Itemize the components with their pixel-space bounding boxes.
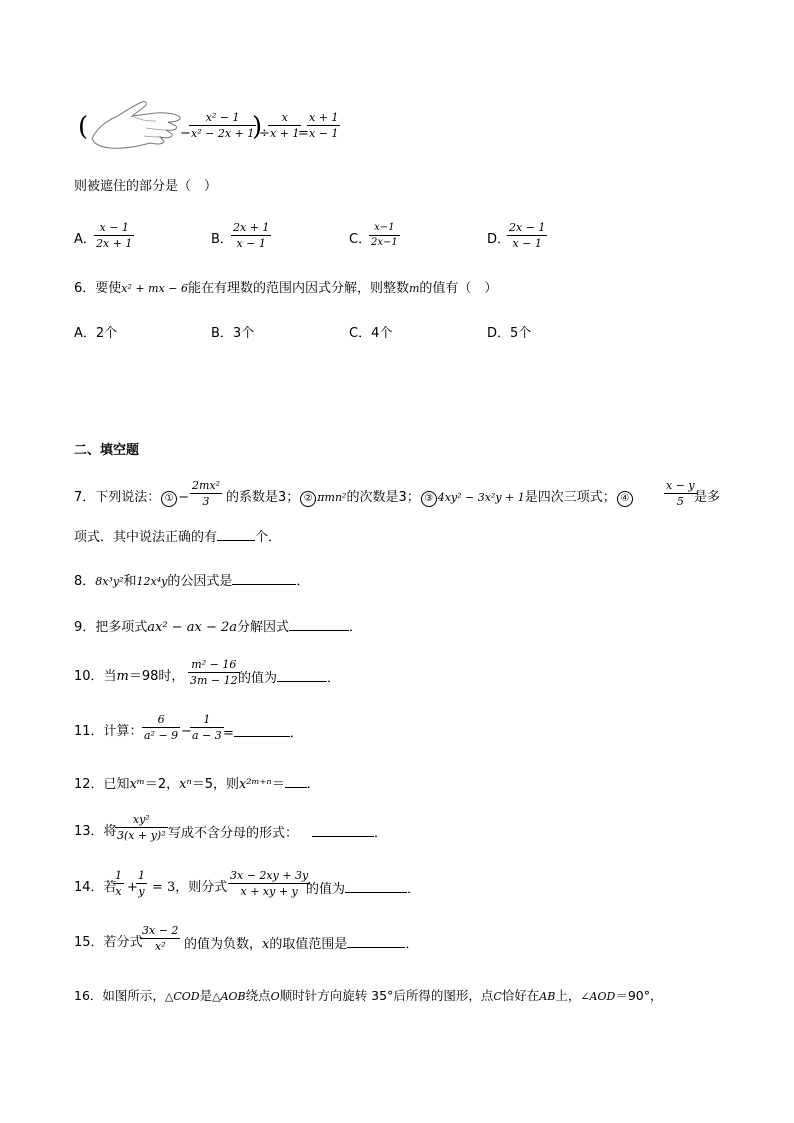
q16-t10: 上， — [555, 988, 581, 1003]
q5-equals: = — [298, 126, 309, 141]
q7-circle-2: ② — [300, 491, 316, 507]
q14-prefix: 14．若 — [74, 880, 117, 895]
q16-t4: 绕点 — [245, 988, 271, 1003]
q9-suffix: 分解因式 — [237, 620, 290, 635]
q7-frac4-num: x − y — [666, 479, 695, 492]
q13-answer-blank[interactable] — [312, 825, 374, 837]
q16-t2: 是 — [199, 988, 213, 1003]
q5-option-a-fraction[interactable] — [94, 222, 134, 249]
q8: 8．8x³y²和12x⁴y的公因式是 ． — [74, 574, 310, 589]
q6-prefix: 6．要使 — [74, 281, 122, 296]
q11-eq: = — [223, 726, 234, 741]
q14-frac2-den: y — [138, 885, 145, 898]
q7-t2: 的次数是3； — [346, 490, 420, 505]
q7-line1-a — [74, 491, 189, 507]
q5-close-paren: ) — [252, 112, 263, 142]
q14-frac3-num: 3x − 2xy + 3y — [230, 869, 309, 882]
q6-option-b[interactable]: B．3个 — [211, 326, 255, 341]
q15-tail — [184, 936, 418, 951]
q5-option-d-fraction[interactable] — [507, 222, 547, 249]
q15-fraction — [140, 925, 180, 952]
q8-expr-2: 12x⁴y — [136, 575, 168, 588]
q8-mid: 和 — [123, 574, 137, 589]
q12-answer-blank[interactable] — [285, 776, 307, 788]
q5-option-c-den: 2x−1 — [371, 237, 398, 248]
q5-option-b-fraction[interactable] — [231, 222, 271, 249]
q5-option-d-den: x − 1 — [512, 237, 542, 250]
q14-mid: ，则分式 — [175, 880, 228, 895]
q5-option-a-label: A． — [74, 232, 96, 247]
q16-t6: 顺时针方向旋转 35°后所得的图形，点 — [279, 988, 494, 1003]
q15-frac-num: 3x − 2 — [142, 924, 179, 937]
q15-end: ． — [405, 937, 419, 952]
q14-frac3-den: x + xy + y — [240, 885, 298, 898]
q5-fraction-3 — [307, 112, 340, 139]
q11-fraction-2 — [190, 714, 224, 741]
q14-eq3: = 3 — [152, 880, 176, 895]
q11-minus: − — [181, 724, 192, 739]
q13-fraction — [115, 814, 168, 841]
q7-circle-4: ④ — [617, 491, 633, 507]
q11-fraction-1 — [142, 714, 180, 741]
q9 — [74, 619, 362, 634]
q7-answer-blank[interactable] — [217, 529, 255, 541]
q5-option-a-num: x − 1 — [94, 222, 134, 236]
q16-segment-ab: AB — [539, 990, 556, 1003]
q7-circle-1: ① — [161, 491, 177, 507]
q7-line2-a: 项式．其中说法正确的有 — [74, 530, 218, 545]
q16-t8: 恰好在 — [501, 988, 540, 1003]
q7-t4: 是多 — [694, 490, 721, 505]
q7-line1-b — [226, 491, 634, 507]
q6-option-a[interactable]: A．2个 — [74, 326, 118, 341]
q5-option-d-label: D． — [487, 232, 511, 247]
q6-question — [74, 282, 497, 295]
q7-prefix: 7．下列说法： — [74, 490, 161, 505]
q8-end: ． — [296, 574, 310, 589]
q7-expr-2: πmn² — [317, 491, 347, 504]
q6-expression: x² + mx − 6 — [121, 282, 188, 295]
q5-frac3-numerator: x + 1 — [309, 111, 339, 124]
q7-expr-3: 4xy² − 3x²y + 1 — [437, 491, 525, 504]
q7-fraction-4 — [664, 480, 697, 507]
q11-frac1-den: a² − 9 — [144, 729, 179, 742]
q5-option-d-num: 2x − 1 — [509, 221, 546, 234]
q9-answer-blank[interactable] — [289, 619, 349, 631]
q14-frac1-num: 1 — [115, 869, 122, 882]
q10-suffix-group — [238, 670, 340, 685]
q11-end: ． — [289, 726, 303, 741]
q14-fraction-3 — [228, 870, 310, 897]
q11-frac2-den: a − 3 — [192, 729, 222, 742]
q7-frac1-num: 2mx² — [192, 479, 221, 492]
q7-t1: 的系数是3； — [226, 490, 300, 505]
q6-suffix: 的值有（ ） — [419, 281, 498, 296]
q14-fraction-2 — [136, 870, 147, 897]
q7-frac4-den: 5 — [676, 495, 684, 508]
q14-mid-group — [152, 881, 227, 894]
q12-prefix: 12．已知 — [74, 777, 130, 792]
q10-prefix: 10．当 — [74, 669, 117, 684]
q10-prefix-group — [74, 670, 184, 683]
q15-mid: 的值为负数， — [184, 937, 263, 952]
q14-tail — [306, 881, 420, 896]
q16-angle-aod: ∠AOD — [580, 990, 616, 1003]
q5-frac1-numerator: x² − 1 — [189, 112, 256, 126]
q5-question: 则被遮住的部分是（ ） — [74, 179, 218, 194]
q16-t12: ＝90°， — [615, 988, 663, 1003]
q11-prefix: 11．计算： — [74, 724, 143, 739]
q14-end: ． — [407, 882, 421, 897]
q8-expr-1: 8x³y² — [95, 575, 124, 588]
q10-var-m: m — [116, 669, 129, 684]
q10-eq: ＝98时， — [128, 669, 185, 684]
q14-answer-blank[interactable] — [345, 881, 407, 893]
q13-end: ． — [374, 826, 388, 841]
q5-option-a-den: 2x + 1 — [96, 237, 133, 250]
q12-expr-2: xⁿ — [179, 777, 192, 792]
q16-point-o: O — [270, 990, 280, 1003]
q10-frac-den: 3m − 12 — [190, 674, 238, 687]
q11-frac1-num: 6 — [142, 714, 180, 728]
q13-prefix: 13．将 — [74, 824, 117, 839]
q10-frac-num: m² − 16 — [188, 659, 240, 673]
q7-line2 — [74, 529, 281, 544]
q7-minus: − — [178, 490, 190, 505]
q12-t2: ＝5，则 — [191, 777, 240, 792]
q14-frac1-den: x — [115, 885, 122, 898]
q5-divide: ÷ — [259, 126, 270, 141]
q7-line2-b: 个． — [255, 530, 282, 545]
q15-answer-blank[interactable] — [347, 936, 405, 948]
q14-frac2-num: 1 — [138, 869, 145, 882]
q7-frac1-den: 3 — [202, 495, 210, 508]
q13-tail — [168, 825, 387, 840]
q11-answer-blank[interactable] — [234, 725, 290, 737]
q5-option-c-num: x−1 — [369, 223, 400, 236]
q7-t3: 是四次三项式； — [524, 490, 616, 505]
q16-point-c: C — [493, 990, 502, 1003]
q5-option-c-fraction[interactable] — [369, 223, 400, 248]
q13-frac-num: xy² — [115, 814, 168, 828]
q12-expr-3: x²ᵐ⁺ⁿ — [239, 777, 272, 792]
q16-triangle-cod: △COD — [164, 990, 200, 1003]
q10-fraction — [188, 659, 240, 686]
q5-minus: − — [180, 126, 191, 141]
q12-end: ． — [306, 777, 320, 792]
q13-suffix: 写成不含分母的形式： — [168, 826, 299, 841]
q6-var-m: m — [408, 282, 420, 295]
q5-frac1-denominator: x² − 2x + 1 — [191, 127, 255, 140]
q5-fraction-2 — [268, 112, 301, 139]
q6-option-d[interactable]: D．5个 — [487, 326, 532, 341]
q8-answer-blank[interactable] — [232, 573, 296, 585]
q5-fraction-1 — [189, 112, 256, 139]
q9-end: ． — [349, 620, 363, 635]
q5-option-b-label: B． — [211, 232, 233, 247]
q5-frac2-numerator: x — [268, 112, 301, 126]
q7-fraction-1 — [190, 480, 222, 507]
q10-end: ． — [327, 671, 341, 686]
q15-frac-den: x² — [154, 940, 166, 953]
q10-answer-blank[interactable] — [277, 670, 327, 682]
q5-option-b-num: 2x + 1 — [233, 221, 270, 234]
q7-circle-3: ③ — [421, 491, 437, 507]
q13-frac-den: 3(x + y)² — [117, 829, 166, 842]
q5-option-b-den: x − 1 — [236, 237, 266, 250]
q15-var-x: x — [262, 937, 270, 952]
q11-tail — [223, 725, 303, 740]
q14-suffix: 的值为 — [306, 882, 346, 897]
q12 — [74, 776, 320, 791]
q16-prefix: 16．如图所示， — [74, 988, 165, 1003]
q5-frac3-denominator: x − 1 — [309, 127, 339, 140]
section-title: 二、填空题 — [74, 443, 140, 458]
q12-expr-1: xᵐ — [129, 777, 145, 792]
q8-suffix: 的公因式是 — [167, 574, 233, 589]
q12-t1: ＝2， — [144, 777, 180, 792]
q16 — [74, 990, 662, 1003]
q5-option-c-label: C． — [349, 232, 372, 247]
q9-prefix: 9．把多项式 — [74, 620, 148, 635]
q15-prefix: 15．若分式 — [74, 935, 143, 950]
q5-open-paren: ( — [78, 112, 89, 142]
q9-expression: ax² − ax − 2a — [147, 620, 237, 635]
q6-option-c[interactable]: C．4个 — [349, 326, 393, 341]
q11-frac2-num: 1 — [190, 714, 224, 728]
q14-plus: + — [127, 880, 138, 895]
q6-middle: 能在有理数的范围内因式分解，则整数 — [187, 281, 409, 296]
q16-triangle-aob: △AOB — [212, 990, 246, 1003]
q12-t3: ＝ — [271, 777, 285, 792]
q14-fraction-1 — [113, 870, 124, 897]
q10-suffix: 的值为 — [238, 671, 278, 686]
covering-hand-image — [86, 99, 182, 155]
q15-suffix: 的取值范围是 — [269, 937, 348, 952]
q5-frac2-denominator: x + 1 — [270, 127, 300, 140]
